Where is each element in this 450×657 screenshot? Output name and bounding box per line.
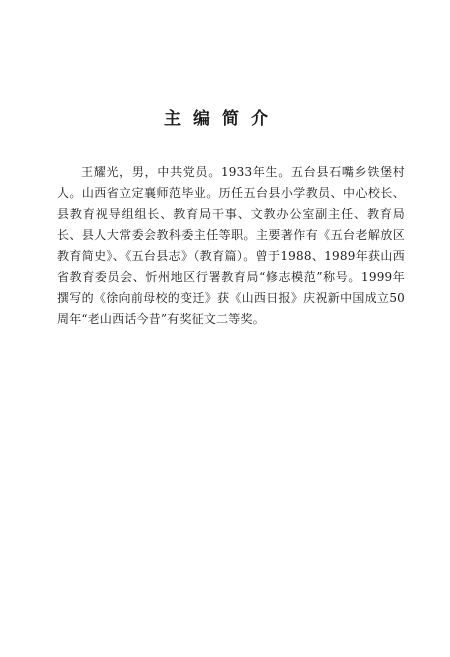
- page-title: 主编简介: [164, 109, 280, 129]
- editor-biography-paragraph: 王耀光，男，中共党员。1933年生。五台县石嘴乡铁堡村人。山西省立定襄师范毕业。历任五台县小学教员、中心校长、县教育视导组组长、教育局干事、文教办公室副主任、教育局长、县人大常委会教科委主任等职。主要著作有《五台老解放区教育简史》、《五台县志》（教育篇）。曾于1988、1989年获山西省教育委员会、忻州地区行署教育局“修志模范”称号。1999年撰写的《徐向前母校的变迁》获《山西日报》庆祝新中国成立50周年“老山西话今昔”有奖征文二等奖。: [57, 165, 405, 326]
